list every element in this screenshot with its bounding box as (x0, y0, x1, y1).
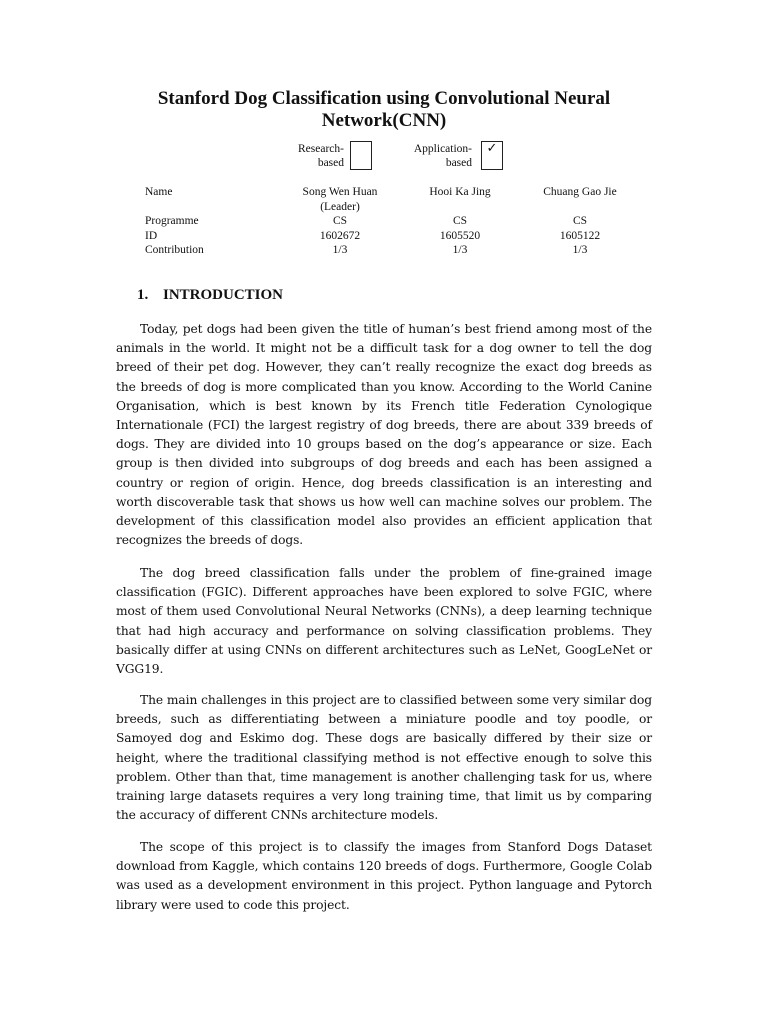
member-2-id: 1605520 (439, 229, 481, 242)
research-based-checkbox (350, 141, 372, 170)
member-2-programme: CS (452, 215, 468, 227)
intro-paragraph-1: Today, pet dogs had been given the title of human’s best friend among most of the animals in the world. It might not be a difficult task for a dog owner to tell the dog breed of their pet dog. However, they can’t really recognize the exact dog breeds as the breeds of dog is more complicated than you know. According to the World Canine Organisation, which is best known by its French title Federation Cynologique Internationale (FCI) the largest registry of dog breeds, there are about 339 breeds of dogs. They are divided into 10 groups based on the dog’s appearance or size. Each group is then divided into subgroups of dog breeds and each has been assigned a country or region of origin. Hence, dog breeds classification is an interesting and worth discoverable task that shows us how well can machine solves our problem. The development of this classification model also provides an efficient application that recognizes the breeds of dogs. (116, 322, 652, 548)
application-label-line2: based (445, 157, 472, 169)
section-heading-introduction (137, 287, 283, 304)
research-label-line1: Research- (298, 143, 344, 155)
label-programme: Programme (145, 215, 199, 227)
member-3-contribution: 1/3 (572, 244, 588, 256)
intro-paragraph-3: The main challenges in this project are to classified between some very similar dog breeds, such as differentiating between a miniature poodle and toy poodle, or Samoyed dog and Eskimo dog. These dogs are basically differed by their size or height, where the traditional classifying method is not effective enough to solve this problem. Other than that, time management is another challenging task for us, where training large datasets requires a very long training time, that limit us by comparing the accuracy of different CNNs architecture models. (116, 693, 652, 823)
member-1-name (280, 185, 400, 214)
intro-paragraph-2: The dog breed classification falls under the problem of fine-grained image classification (FGIC). Different approaches have been explored to solve FGIC, where most of them used Convolutional Neural Networks (CNNs), a deep learning technique that had high accuracy and performance on solving classification problems. They basically differ at using CNNs on different architectures such as LeNet, GoogLeNet or VGG19. (116, 566, 652, 677)
application-label-line1: Application- (413, 143, 472, 155)
member-1-name-text: Song Wen Huan (302, 186, 378, 198)
member-1-contribution: 1/3 (332, 244, 348, 256)
research-label-line2: based (317, 157, 344, 169)
member-2-name: Hooi Ka Jing (429, 186, 491, 198)
label-name: Name (145, 186, 173, 198)
label-contribution: Contribution (145, 244, 204, 256)
label-id: ID (145, 229, 158, 242)
member-1-role: (Leader) (320, 200, 360, 213)
section-number: 1. (137, 287, 149, 303)
member-1-id: 1602672 (319, 229, 361, 242)
intro-paragraph-4: The scope of this project is to classify the images from Stanford Dogs Dataset download from Kaggle, which contains 120 breeds of dogs. Furthermore, Google Colab was used as a development environment in this project. Python language and Pytorch library were used to code this project. (116, 840, 652, 912)
research-based-label (282, 142, 344, 170)
application-based-checkbox: ✓ (481, 141, 503, 170)
member-1-programme: CS (332, 215, 348, 227)
section-title: INTRODUCTION (163, 287, 284, 303)
application-based-label (396, 142, 472, 170)
paper-title: Stanford Dog Classification using Convolutional Neural Network(CNN) (157, 88, 611, 131)
member-2-contribution: 1/3 (452, 244, 468, 256)
member-3-programme: CS (572, 215, 588, 227)
member-3-name: Chuang Gao Jie (543, 186, 617, 198)
member-3-id: 1605122 (559, 229, 601, 242)
